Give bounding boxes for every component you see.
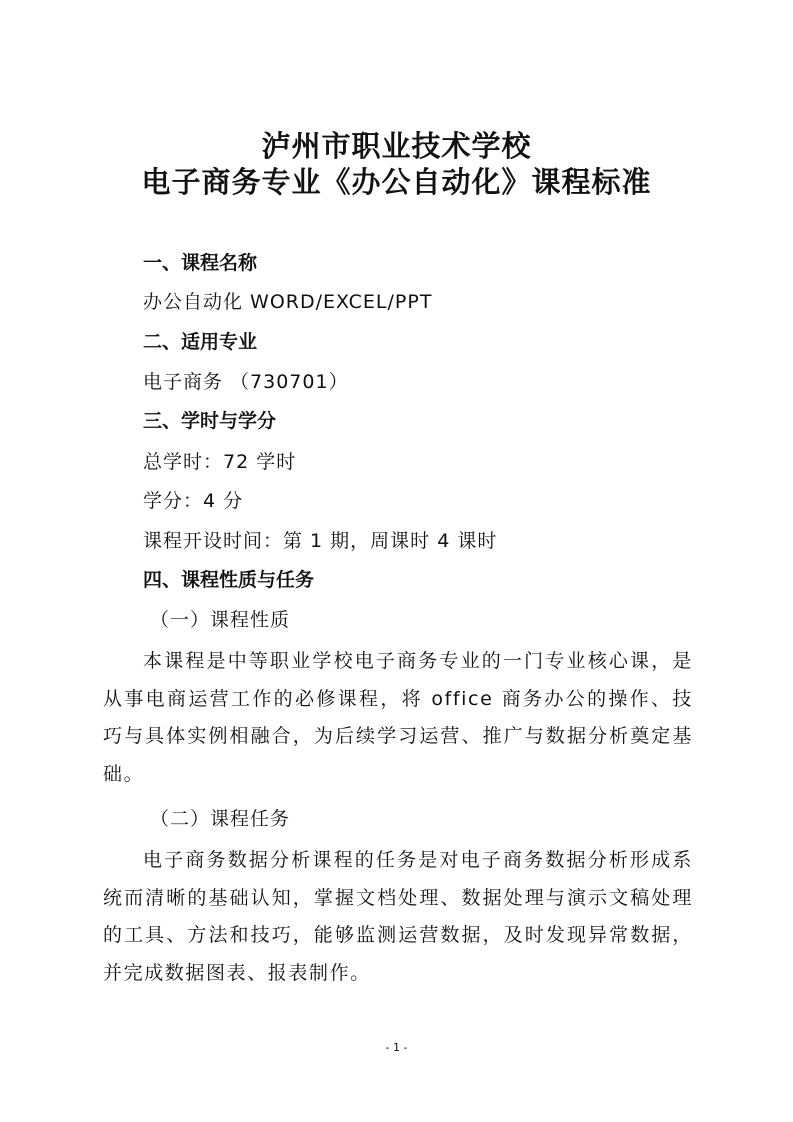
credits-text: 学分：4 分: [143, 490, 244, 512]
section-heading-course-name: 一、课程名称: [143, 252, 258, 274]
major-text: 电子商务 （730701）: [143, 371, 349, 393]
schedule-text: 课程开设时间：第 1 期，周课时 4 课时: [143, 530, 498, 552]
total-hours-text: 总学时：72 学时: [143, 451, 297, 473]
course-standard-title: 电子商务专业《办公自动化》课程标准: [141, 165, 652, 199]
course-name-text: 办公自动化 WORD/EXCEL/PPT: [143, 291, 433, 313]
school-title: 泸州市职业技术学校: [261, 129, 532, 163]
section-heading-hours-credits: 三、学时与学分: [143, 410, 277, 432]
course-nature-paragraph: 本课程是中等职业学校电子商务专业的一门专业核心课，是从事电商运营工作的必修课程，将 office 商务办公的操作、技巧与具体实例相融合，为后续学习运营、推广与数据分析奠定基础。: [103, 650, 693, 786]
section-heading-nature-tasks: 四、课程性质与任务: [143, 569, 315, 591]
section-heading-major: 二、适用专业: [143, 331, 258, 353]
page-number: - 1 -: [385, 1041, 408, 1054]
subheading-course-nature: （一）课程性质: [150, 609, 291, 631]
subheading-course-tasks: （二）课程任务: [150, 808, 291, 830]
course-tasks-paragraph: 电子商务数据分析课程的任务是对电子商务数据分析形成系统而清晰的基础认知，掌握文档处理、数据处理与演示文稿处理的工具、方法和技巧，能够监测运营数据，及时发现异常数据，并完成数据图表、报表制作。: [103, 849, 693, 985]
